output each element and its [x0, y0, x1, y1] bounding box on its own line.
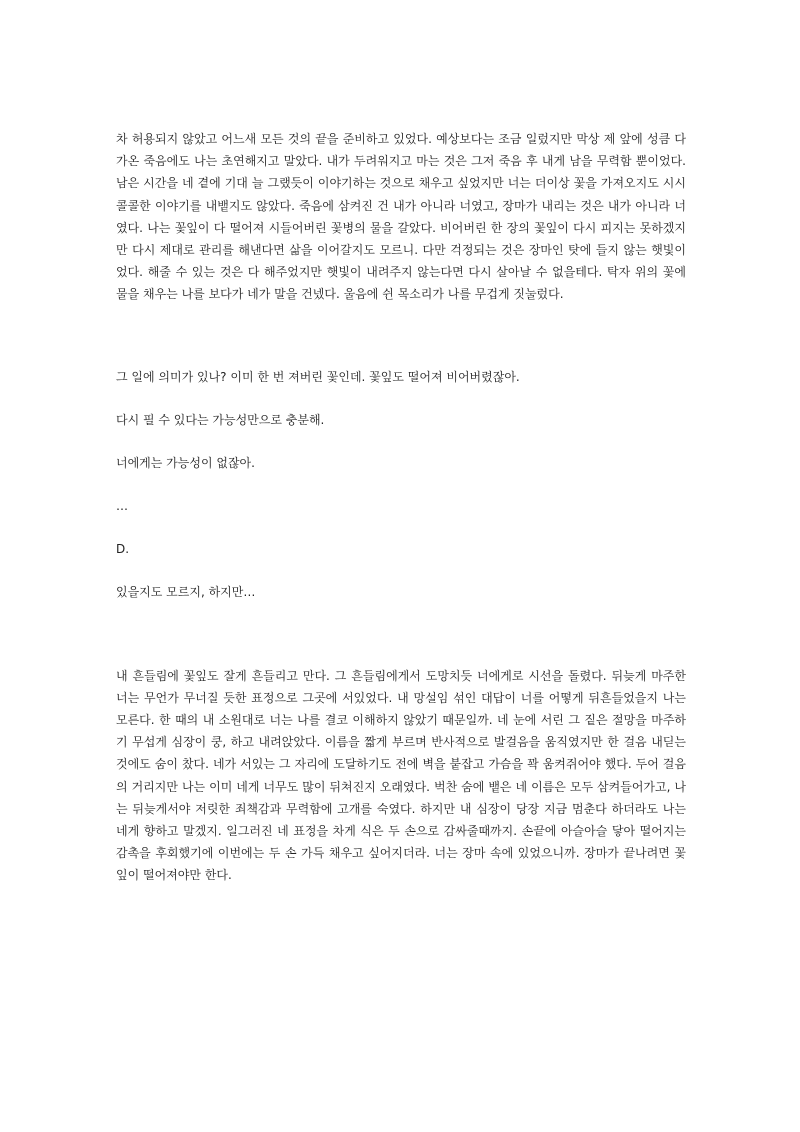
section-spacer: [116, 624, 686, 665]
document-body: [116, 128, 686, 887]
dialogue-line-5: D.: [116, 541, 130, 556]
section-spacer: [116, 306, 686, 366]
narrative-paragraph-2: 내 흔들림에 꽃잎도 잘게 흔들리고 만다. 그 흔들림에게서 도망치듯 너에게로 시선을 돌렸다. 뒤늦게 마주한 너는 무언가 무너질 듯한 표정으로 그곳에 서있었다. 내 망설임 섞인 대답이 너를 어떻게 뒤흔들었을지 나는 모른다. 한 때의 내 소원대로 너는 나를 결코 이해하지 않았기 때문일까. 네 눈에 서린 그 짙은 절망을 마주하기 무섭게 심장이 쿵, 하고 내려앉았다. 이름을 짧게 부르며 반사적으로 발걸음을 움직였지만 한 걸음 내딛는 것에도 숨이 찼다. 네가 서있는 그 자리에 도달하기도 전에 벽을 붙잡고 가슴을 꽉 움켜쥐어야 했다. 두어 걸음의 거리지만 나는 이미 네게 너무도 많이 뒤쳐진지 오래였다. 벅찬 숨에 뱉은 네 이름은 모두 삼켜들어가고, 나는 뒤늦게서야 저릿한 죄책감과 무력함에 고개를 숙였다. 하지만 내 심장이 당장 지금 멈춘다 하더라도 나는 네게 향하고 말겠지. 일그러진 네 표정을 차게 식은 두 손으로 감싸줄때까지. 손끝에 아슬아슬 닿아 떨어지는 감촉을 후회했기에 이번에는 두 손 가득 채우고 싶어지더라. 너는 장마 속에 있었으니까. 장마가 끝나려면 꽃잎이 떨어져야만 한다.: [116, 668, 686, 883]
dialogue-line-4: …: [116, 498, 128, 513]
dialogue-line-1: 그 일에 의미가 있나? 이미 한 번 져버린 꽃인데. 꽃잎도 떨어져 비어버렸잖아.: [116, 369, 520, 384]
dialogue-line-3: 너에게는 가능성이 없잖아.: [116, 455, 255, 470]
narrative-paragraph-1: 차 허용되지 않았고 어느새 모든 것의 끝을 준비하고 있었다. 예상보다는 조금 일렀지만 막상 제 앞에 성큼 다가온 죽음에도 나는 초연해지고 말았다. 내가 두려워지고 마는 것은 그저 죽음 후 내게 남을 무력함 뿐이었다. 남은 시간을 네 곁에 기대 늘 그랬듯이 이야기하는 것으로 채우고 싶었지만 너는 더이상 꽃을 가져오지도 시시콜콜한 이야기를 내뱉지도 않았다. 죽음에 삼켜진 건 내가 아니라 너였고, 장마가 내리는 것은 내가 아니라 너였다. 나는 꽃잎이 다 떨어져 시들어버린 꽃병의 물을 갈았다. 비어버린 한 장의 꽃잎이 다시 피지는 못하겠지만 다시 제대로 관리를 해낸다면 삶을 이어갈지도 모르니. 다만 걱정되는 것은 장마인 탓에 들지 않는 햇빛이었다. 해줄 수 있는 것은 다 해주었지만 햇빛이 내려주지 않는다면 다시 살아날 수 없을테다. 탁자 위의 꽃에 물을 채우는 나를 보다가 네가 말을 건넸다. 울음에 쉰 목소리가 나를 무겁게 짓눌렀다.: [116, 132, 686, 302]
dialogue-line-6: 있을지도 모르지, 하지만…: [116, 584, 256, 599]
dialogue-line-2: 다시 필 수 있다는 가능성만으로 충분해.: [116, 412, 325, 427]
